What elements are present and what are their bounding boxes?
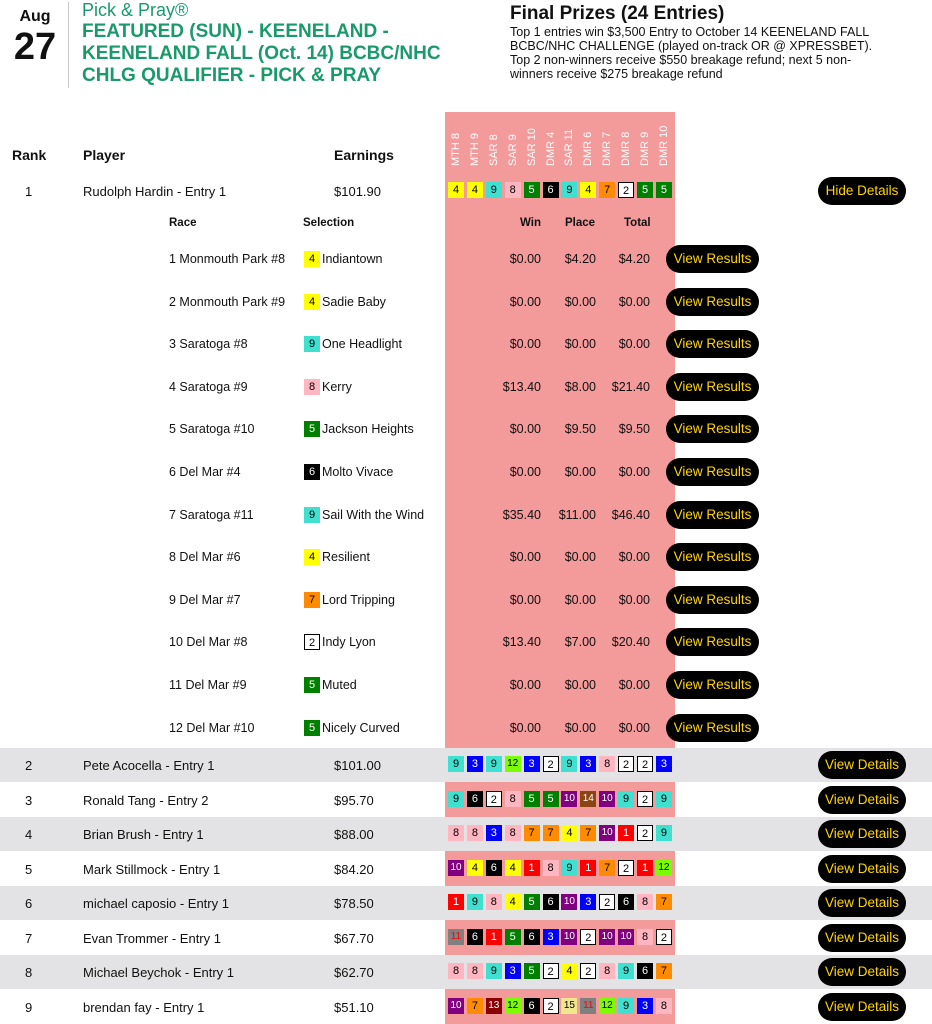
detail-race-header: Race: [169, 217, 197, 229]
pick-number-badge: 4: [561, 963, 577, 979]
pick-number-badge: 5: [524, 894, 540, 910]
pick-number-badge: 9: [467, 894, 483, 910]
view-details-button[interactable]: View Details: [818, 786, 906, 814]
detail-win: $0.00: [509, 252, 541, 266]
detail-place: $0.00: [564, 720, 596, 735]
contest-title-line: CHLG QUALIFIER - PICK & PRAY: [82, 65, 382, 86]
prizes-line: Top 1 entries win $3,500 Entry to October 14 KEENELAND FALL: [510, 25, 870, 39]
pick-number-badge: 10: [448, 998, 464, 1014]
pick-number-badge: 8: [505, 182, 521, 198]
pick-number-badge: 8: [637, 894, 653, 910]
pick-number-badge: 7: [599, 182, 615, 198]
pick-number-badge: 6: [304, 464, 320, 480]
standings-row: [0, 783, 932, 817]
race-column-header: [620, 112, 638, 168]
pick-number-badge: 10: [561, 791, 577, 807]
standings-row: [0, 748, 932, 782]
player-name: Pete Acocella - Entry 1: [83, 758, 215, 773]
pick-number-badge: 5: [304, 677, 320, 693]
race-column-header: [563, 112, 581, 168]
view-details-button[interactable]: View Details: [818, 751, 906, 779]
detail-win: $13.40: [502, 379, 541, 394]
pick-number-badge: 9: [618, 963, 634, 979]
race-column-label: MTH 8: [450, 133, 462, 166]
detail-horse: Sadie Baby: [322, 294, 386, 309]
rank-cell: 3: [25, 792, 33, 808]
race-column-header: [545, 112, 563, 168]
view-results-button[interactable]: View Results: [666, 330, 759, 358]
detail-place: $8.00: [564, 379, 596, 394]
pick-number-badge: 6: [524, 998, 540, 1014]
pick-number-badge: 2: [637, 756, 653, 772]
pick-number-badge: 4: [304, 294, 320, 310]
pick-number-badge: 8: [505, 825, 521, 841]
pick-number-badge: 4: [561, 825, 577, 841]
view-details-button[interactable]: View Details: [818, 855, 906, 883]
detail-total: $0.00: [618, 465, 650, 479]
pick-number-badge: 1: [580, 860, 596, 876]
detail-horse: Molto Vivace: [322, 465, 394, 479]
detail-win: $0.00: [509, 720, 541, 735]
detail-place: $0.00: [564, 294, 596, 309]
detail-place: $0.00: [564, 465, 596, 479]
pick-number-badge: 7: [580, 825, 596, 841]
player-name: Brian Brush - Entry 1: [83, 827, 204, 842]
race-column-label: SAR 10: [525, 128, 538, 166]
pick-number-badge: 3: [656, 756, 672, 772]
detail-place: $7.00: [564, 635, 596, 650]
pick-number-badge: 6: [543, 894, 559, 910]
standings-row: [0, 990, 932, 1024]
pick-number-badge: 4: [448, 182, 464, 198]
detail-race: 4 Saratoga #9: [169, 379, 248, 394]
detail-horse: Indy Lyon: [322, 635, 376, 650]
race-column-label: MTH 9: [468, 133, 481, 166]
pick-number-badge: 9: [561, 860, 577, 876]
prizes-line: BCBC/NHC CHALLENGE (played on-track OR @ XPRESSBET).: [510, 39, 873, 53]
prizes-line: Top 2 non-winners receive $550 breakage refund; next 5 non-: [510, 53, 852, 67]
contest-title-block: [82, 0, 482, 87]
pick-number-badge: 6: [637, 963, 653, 979]
pick-number-badge: 7: [543, 825, 559, 841]
race-column-header: [582, 112, 600, 168]
pick-number-badge: 10: [618, 929, 634, 945]
standings-row: [0, 921, 932, 955]
detail-win: $0.00: [509, 422, 541, 437]
pick-number-badge: 3: [467, 756, 483, 772]
detail-race: 8 Del Mar #6: [169, 550, 241, 565]
pick-number-badge: 9: [656, 825, 672, 841]
detail-win: $0.00: [509, 678, 541, 692]
standings-row: [0, 817, 932, 851]
detail-total: $4.20: [618, 252, 650, 266]
pick-number-badge: 4: [505, 860, 521, 876]
pick-number-badge: 6: [467, 791, 483, 807]
pick-number-badge: 7: [304, 592, 320, 608]
pick-number-badge: 8: [467, 963, 483, 979]
pick-number-badge: 8: [656, 998, 672, 1014]
pick-number-badge: 5: [304, 421, 320, 437]
detail-race: 11 Del Mar #9: [169, 678, 247, 692]
race-column-label: DMR 4: [544, 131, 557, 166]
pick-number-badge: 1: [637, 860, 653, 876]
detail-win-header: Win: [520, 217, 541, 229]
pick-number-badge: 3: [524, 756, 540, 772]
pick-number-badge: 2: [618, 756, 634, 772]
pick-number-badge: 8: [637, 929, 653, 945]
view-results-button[interactable]: View Results: [666, 501, 759, 529]
player-name: Ronald Tang - Entry 2: [83, 792, 209, 808]
pick-number-badge: 8: [467, 825, 483, 841]
pick-number-badge: 9: [656, 791, 672, 807]
race-column-header: [507, 112, 525, 168]
pick-number-badge: 7: [656, 963, 672, 979]
pick-number-badge: 14: [580, 791, 596, 807]
pick-number-badge: 9: [304, 507, 320, 523]
detail-total: $20.40: [611, 635, 650, 650]
pick-number-badge: 9: [448, 791, 464, 807]
pick-number-badge: 6: [543, 182, 559, 198]
earnings-cell: $101.00: [334, 758, 381, 773]
pick-number-badge: 10: [599, 929, 615, 945]
view-results-button[interactable]: View Results: [666, 373, 759, 401]
pick-number-badge: 3: [580, 756, 596, 772]
detail-total: $46.40: [611, 507, 650, 522]
player-name: Evan Trommer - Entry 1: [83, 930, 221, 946]
race-column-header: [526, 112, 544, 168]
player-name: michael caposio - Entry 1: [83, 896, 229, 911]
pick-number-badge: 7: [656, 894, 672, 910]
detail-place: $0.00: [564, 678, 596, 692]
pick-number-badge: 7: [467, 998, 483, 1014]
rank-cell: 5: [25, 861, 33, 877]
pick-number-badge: 5: [656, 182, 672, 198]
view-results-button[interactable]: View Results: [666, 458, 759, 486]
pick-number-badge: 7: [599, 860, 615, 876]
rank-cell: 2: [25, 758, 33, 773]
detail-win: $0.00: [509, 592, 541, 607]
detail-total: $21.40: [611, 379, 650, 394]
pick-number-badge: 8: [543, 860, 559, 876]
detail-race: 3 Saratoga #8: [169, 337, 248, 352]
race-column-header: [601, 112, 619, 168]
date-month: Aug: [19, 8, 51, 25]
pick-number-badge: 2: [486, 791, 502, 807]
detail-horse: Jackson Heights: [322, 422, 414, 437]
pick-number-badge: 2: [543, 998, 559, 1014]
contest-type: Pick & Pray®: [82, 0, 189, 20]
detail-place: $0.00: [564, 337, 596, 352]
rank-cell: 4: [25, 827, 33, 842]
earnings-cell: $101.90: [334, 184, 381, 199]
detail-place-header: Place: [565, 217, 596, 229]
detail-win: $0.00: [509, 550, 541, 565]
detail-race: 2 Monmouth Park #9: [169, 294, 286, 309]
view-results-button[interactable]: View Results: [666, 714, 759, 742]
detail-selection-header: Selection: [303, 217, 355, 229]
detail-race: 10 Del Mar #8: [169, 635, 248, 650]
player-name: brendan fay - Entry 1: [83, 999, 205, 1015]
view-details-button[interactable]: View Details: [818, 889, 906, 917]
pick-number-badge: 2: [637, 825, 653, 841]
pick-number-badge: 12: [599, 998, 615, 1014]
detail-race: 6 Del Mar #4: [169, 465, 241, 479]
rank-header: Rank: [12, 147, 47, 163]
pick-number-badge: 2: [618, 182, 634, 198]
pick-number-badge: 4: [304, 549, 320, 565]
detail-total: $9.50: [618, 422, 650, 437]
earnings-cell: $84.20: [334, 861, 374, 877]
detail-race: 7 Saratoga #11: [169, 507, 254, 522]
detail-horse: Resilient: [322, 550, 370, 565]
date-badge: [10, 8, 60, 66]
detail-win: $0.00: [509, 337, 541, 352]
pick-number-badge: 9: [561, 182, 577, 198]
pick-number-badge: 9: [486, 963, 502, 979]
view-details-button[interactable]: View Details: [818, 924, 906, 952]
contest-title-line: KEENELAND FALL (Oct. 14) BCBC/NHC: [82, 43, 441, 64]
pick-number-badge: 8: [448, 963, 464, 979]
pick-number-badge: 12: [656, 860, 672, 876]
earnings-cell: $88.00: [334, 827, 374, 842]
pick-number-badge: 9: [486, 182, 502, 198]
pick-number-badge: 2: [580, 929, 596, 945]
pick-number-badge: 5: [543, 791, 559, 807]
pick-number-badge: 5: [524, 182, 540, 198]
standings-row: [0, 886, 932, 920]
detail-win: $13.40: [502, 635, 541, 650]
pick-number-badge: 4: [580, 182, 596, 198]
pick-number-badge: 5: [524, 791, 540, 807]
rank-cell: 8: [25, 965, 33, 980]
pick-number-badge: 2: [637, 791, 653, 807]
pick-number-badge: 3: [505, 963, 521, 979]
player-header: Player: [83, 147, 126, 163]
race-column-label: DMR 9: [639, 131, 651, 166]
pick-number-badge: 5: [524, 963, 540, 979]
pick-number-badge: 6: [524, 929, 540, 945]
detail-place: $0.00: [564, 550, 596, 565]
detail-total: $0.00: [618, 550, 650, 565]
detail-race: 1 Monmouth Park #8: [169, 252, 286, 266]
pick-number-badge: 13: [486, 998, 502, 1014]
pick-number-badge: 1: [524, 860, 540, 876]
pick-number-badge: 4: [467, 182, 483, 198]
detail-place: $9.50: [564, 422, 596, 437]
pick-number-badge: 11: [448, 929, 464, 945]
pick-number-badge: 15: [561, 998, 577, 1014]
pick-number-badge: 9: [486, 756, 502, 772]
detail-win: $0.00: [509, 465, 541, 479]
pick-number-badge: 5: [505, 929, 521, 945]
pick-number-badge: 5: [304, 720, 320, 736]
detail-horse: Indiantown: [322, 252, 383, 266]
pick-number-badge: 8: [599, 963, 615, 979]
view-details-button[interactable]: View Details: [818, 958, 906, 986]
pick-number-badge: 9: [618, 998, 634, 1014]
detail-horse: Kerry: [322, 379, 352, 394]
pick-number-badge: 7: [524, 825, 540, 841]
pick-number-badge: 8: [486, 894, 502, 910]
detail-total: $0.00: [618, 678, 650, 692]
detail-total: $0.00: [618, 720, 650, 735]
contest-title: [82, 21, 482, 87]
standings-row: [0, 852, 932, 886]
contest-title-line: FEATURED (SUN) - KEENELAND -: [82, 21, 389, 42]
pick-number-badge: 2: [580, 963, 596, 979]
view-results-button[interactable]: View Results: [666, 415, 759, 443]
rank-cell: 7: [25, 930, 33, 946]
pick-number-badge: 8: [505, 791, 521, 807]
pick-number-badge: 1: [448, 894, 464, 910]
race-column-label: SAR 8: [487, 134, 500, 166]
pick-number-badge: 10: [599, 791, 615, 807]
pick-number-badge: 2: [599, 894, 615, 910]
pick-number-badge: 11: [580, 998, 596, 1014]
detail-place: $0.00: [564, 592, 596, 607]
pick-number-badge: 12: [505, 756, 521, 772]
race-column-header: [658, 112, 676, 168]
detail-total: $0.00: [618, 592, 650, 607]
detail-total: $0.00: [618, 337, 650, 352]
view-results-button[interactable]: View Results: [666, 586, 759, 614]
pick-number-badge: 3: [486, 825, 502, 841]
pick-number-badge: 3: [637, 998, 653, 1014]
pick-number-badge: 2: [618, 860, 634, 876]
pick-number-badge: 2: [304, 634, 320, 650]
view-results-button[interactable]: View Results: [666, 245, 759, 273]
pick-number-badge: 2: [543, 963, 559, 979]
pick-number-badge: 3: [580, 894, 596, 910]
race-column-label: DMR 6: [582, 131, 595, 166]
detail-total: $0.00: [618, 294, 650, 309]
detail-horse: Nicely Curved: [322, 720, 400, 735]
pick-number-badge: 4: [304, 251, 320, 267]
detail-race: 12 Del Mar #10: [169, 720, 255, 735]
pick-number-badge: 2: [543, 756, 559, 772]
pick-number-badge: 9: [561, 756, 577, 772]
rank-cell: 6: [25, 896, 33, 911]
pick-number-badge: 6: [618, 894, 634, 910]
detail-horse: Muted: [322, 678, 357, 692]
hide-details-button[interactable]: Hide Details: [818, 177, 906, 205]
pick-number-badge: 6: [486, 860, 502, 876]
earnings-header: Earnings: [334, 147, 394, 163]
pick-number-badge: 10: [448, 860, 464, 876]
detail-place: $4.20: [564, 252, 596, 266]
race-column-header: [639, 112, 657, 168]
prizes-line: winners receive $275 breakage refund: [510, 67, 723, 81]
pick-number-badge: 8: [304, 379, 320, 395]
pick-number-badge: 4: [505, 894, 521, 910]
pick-number-badge: 9: [618, 791, 634, 807]
pick-number-badge: 6: [467, 929, 483, 945]
rank-cell: 1: [25, 184, 33, 199]
detail-race: 5 Saratoga #10: [169, 422, 255, 437]
pick-number-badge: 5: [637, 182, 653, 198]
standings-row: [0, 955, 932, 989]
player-name: Michael Beychok - Entry 1: [83, 965, 235, 980]
earnings-cell: $67.70: [334, 930, 374, 946]
pick-number-badge: 10: [561, 929, 577, 945]
race-column-header: [488, 112, 506, 168]
pick-number-badge: 9: [448, 756, 464, 772]
pick-number-badge: 1: [486, 929, 502, 945]
race-column-label: DMR 10: [657, 125, 670, 166]
view-details-button[interactable]: View Details: [818, 820, 906, 848]
earnings-cell: $95.70: [334, 792, 374, 808]
race-column-header: [450, 112, 468, 168]
view-results-button[interactable]: View Results: [666, 288, 759, 316]
pick-number-badge: 10: [561, 894, 577, 910]
race-column-label: SAR 9: [506, 134, 519, 166]
rank-cell: 9: [25, 999, 33, 1015]
player-name: Rudolph Hardin - Entry 1: [83, 184, 227, 199]
standings-row: [0, 174, 932, 208]
pick-number-badge: 8: [599, 756, 615, 772]
pick-number-badge: 1: [618, 825, 634, 841]
date-day: 27: [13, 26, 57, 68]
detail-horse: Sail With the Wind: [322, 507, 425, 522]
pick-number-badge: 2: [656, 929, 672, 945]
detail-win: $0.00: [509, 294, 541, 309]
pick-number-badge: 3: [543, 929, 559, 945]
view-results-button[interactable]: View Results: [666, 628, 759, 656]
pick-number-badge: 4: [467, 860, 483, 876]
pick-number-badge: 10: [599, 825, 615, 841]
detail-race: 9 Del Mar #7: [169, 592, 241, 607]
race-column-label: DMR 7: [601, 131, 614, 166]
pick-number-badge: 12: [505, 998, 521, 1014]
view-details-button[interactable]: View Details: [818, 993, 906, 1021]
race-column-label: DMR 8: [620, 131, 633, 166]
detail-horse: One Headlight: [322, 337, 402, 352]
detail-win: $35.40: [502, 507, 541, 522]
view-results-button[interactable]: View Results: [666, 671, 759, 699]
prizes-title: Final Prizes (24 Entries): [510, 3, 725, 24]
earnings-cell: $78.50: [334, 896, 374, 911]
header-divider: [68, 2, 69, 88]
detail-total-header: Total: [624, 217, 651, 229]
pick-number-badge: 8: [448, 825, 464, 841]
earnings-cell: $51.10: [334, 999, 374, 1015]
detail-horse: Lord Tripping: [322, 592, 395, 607]
view-results-button[interactable]: View Results: [666, 543, 759, 571]
race-column-label: SAR 11: [563, 128, 576, 166]
race-column-header: [469, 112, 487, 168]
prizes-block: [510, 3, 930, 81]
detail-place: $11.00: [558, 507, 596, 522]
pick-number-badge: 9: [304, 336, 320, 352]
earnings-cell: $62.70: [334, 965, 374, 980]
player-name: Mark Stillmock - Entry 1: [83, 861, 221, 877]
